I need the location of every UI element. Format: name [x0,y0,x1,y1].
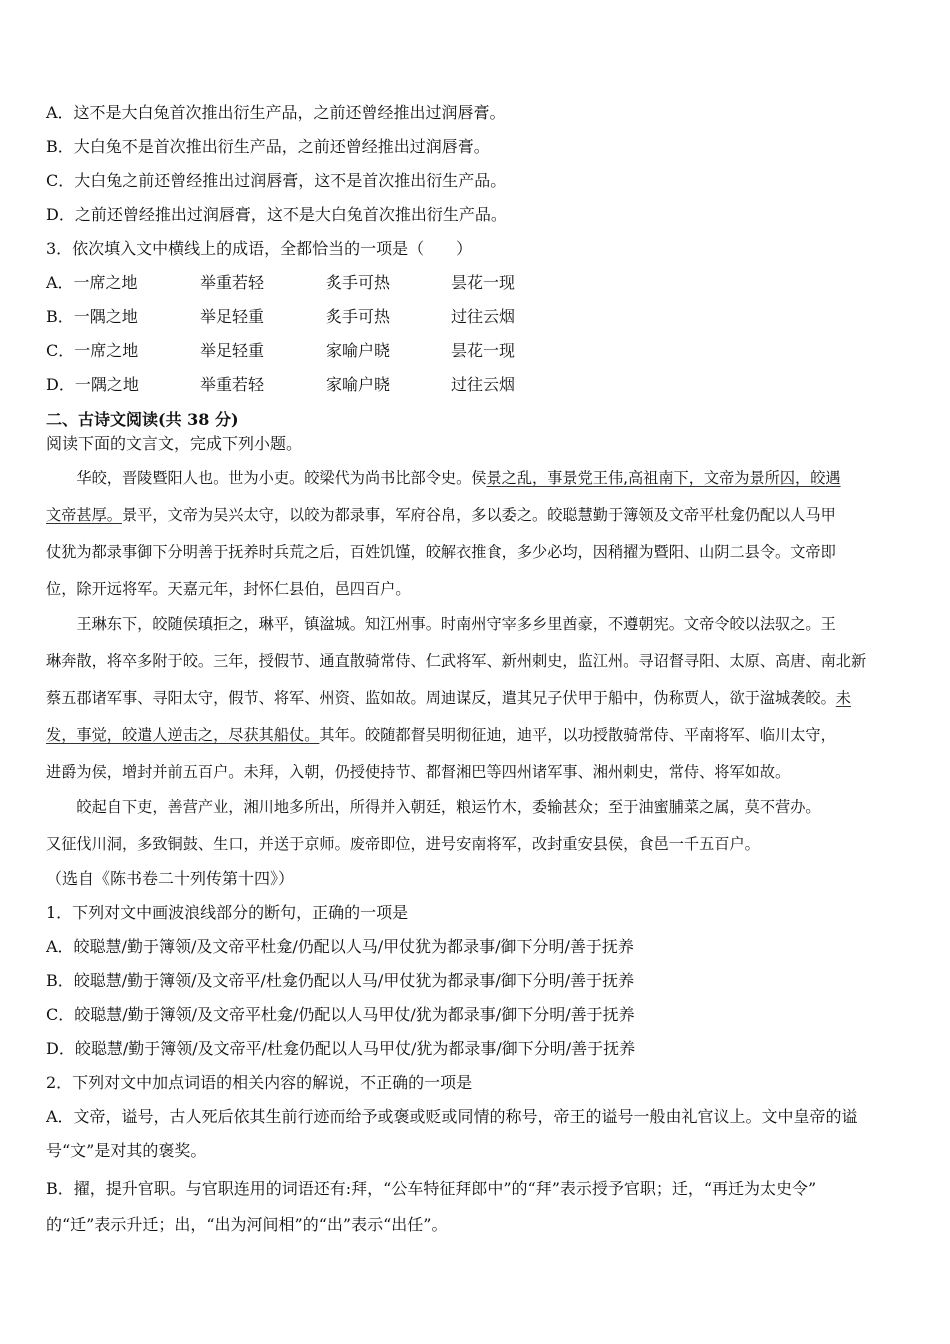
q2-option-b-line1: B．擢，提升官职。与官职连用的词语还有:拜，“公车特征拜郎中”的“拜”表示授予官职；迁，“再迁为太史令” [46,1179,817,1198]
q3-d-2: 举重若轻 [200,375,265,394]
q3-c-2: 举足轻重 [200,341,265,360]
passage-p2-line2: 琳奔散，将卒多附于皎。三年，授假节、通直散骑常侍、仁武将军、新州刺史，监江州。寻诏督寻阳、太原、高唐、南北新 [46,652,867,670]
q3-b-2: 举足轻重 [200,307,265,326]
passage-p1-line4: 位，除开远将军。天嘉元年，封怀仁县伯，邑四百户。 [46,580,411,598]
q3-a-4: 昙花一现 [451,273,516,292]
q3-d-4: 过往云烟 [451,375,516,394]
q3-d-1: D．一隅之地 [46,375,139,394]
wavy-underline-1a: 景之乱，事景党王伟,高祖南下，文帝为景所囚，皎遇 [486,469,841,487]
passage-p1-line2: 文帝甚厚。景平，文帝为吴兴太守，以皎为都录事，军府谷帛，多以委之。皎聪慧勤于簿领及文帝平杜龛仍配以人马甲 [46,506,836,524]
q3-b-4: 过往云烟 [451,307,516,326]
q1-stem: 1．下列对文中画波浪线部分的断句，正确的一项是 [46,903,409,922]
q3-c-4: 昙花一现 [451,341,516,360]
passage-p3-line2: 又征伐川洞，多致铜鼓、生口，并送于京师。废帝即位，进号安南将军，改封重安县侯，食邑一千五百户。 [46,835,760,853]
underline-2a: 未 [835,689,851,707]
q3-stem: 3．依次填入文中横线上的成语，全都恰当的一项是（ ） [46,239,473,258]
passage-source: （选自《陈书卷二十列传第十四》） [46,869,295,888]
wavy-underline-1b: 文帝甚厚。 [46,506,122,524]
q3-b-3: 炙手可热 [326,307,391,326]
q3-a-2: 举重若轻 [200,273,265,292]
q2-option-a: A．这不是大白兔首次推出衍生产品，之前还曾经推出过润唇膏。 [46,103,506,122]
q2-option-b-line2: 的“迁”表示升迁；出，“出为河间相”的“出”表示“出任”。 [46,1215,448,1234]
q2-stem: 2．下列对文中加点词语的相关内容的解说，不正确的一项是 [46,1073,473,1092]
q3-c-1: C．一席之地 [46,341,139,360]
section-intro: 阅读下面的文言文，完成下列小题。 [46,434,303,453]
passage-p3-line1: 皎起自下吏，善营产业，湘川地多所出，所得并入朝廷，粮运竹木，委输甚众；至于油蜜脯菜之属，莫不营办。 [46,798,821,816]
q3-d-3: 家喻户晓 [326,375,391,394]
q2-option-c: C．大白兔之前还曾经推出过润唇膏，这不是首次推出衍生产品。 [46,171,507,190]
underline-2b: 发，事觉，皎遣人逆击之，尽获其船仗。 [46,726,320,744]
q3-b-1: B．一隅之地 [46,307,138,326]
passage-p1-line3: 仗犹为都录事御下分明善于抚养时兵荒之后，百姓饥馑，皎解衣推食，多少必均，因稍擢为暨阳、山阴二县令。文帝即 [46,543,836,561]
passage-p2-line1: 王琳东下，皎随侯瑱拒之，琳平，镇湓城。知江州事。时南州守宰多乡里酋豪，不遵朝宪。文帝令皎以法驭之。王 [46,615,836,633]
passage-p2-line5: 进爵为侯，增封并前五百户。未拜，入朝，仍授使持节、都督湘巴等四州诸军事、湘州刺史，常侍、将军如故。 [46,763,791,781]
q1-option-c: C．皎聪慧/勤于簿领/及文帝平杜龛/仍配以人马甲仗/犹为都录事/御下分明/善于抚养 [46,1005,635,1024]
q3-a-1: A．一席之地 [46,273,138,292]
q3-c-3: 家喻户晓 [326,341,391,360]
q2-option-a-line1: A．文帝，谥号，古人死后依其生前行迹而给予或褒或贬或同情的称号，帝王的谥号一般由礼官议上。文中皇帝的谥 [46,1107,858,1126]
passage-p1-line1: 华皎，晋陵暨阳人也。世为小吏。皎梁代为尚书比部令史。侯景之乱，事景党王伟,高祖南下，文帝为景所囚，皎遇 [46,469,841,487]
q1-option-b: B．皎聪慧/勤于簿领/及文帝平/杜龛仍配以人马/甲仗犹为都录事/御下分明/善于抚养 [46,971,635,990]
q3-a-3: 炙手可热 [326,273,391,292]
q1-option-a: A．皎聪慧/勤于簿领/及文帝平杜龛/仍配以人马/甲仗犹为都录事/御下分明/善于抚养 [46,937,634,956]
q2-option-b: B．大白兔不是首次推出衍生产品，之前还曾经推出过润唇膏。 [46,137,490,156]
q1-option-d: D．皎聪慧/勤于簿领/及文帝平/杜龛仍配以人马甲仗/犹为都录事/御下分明/善于抚养 [46,1039,636,1058]
q2-option-d: D．之前还曾经推出过润唇膏，这不是大白兔首次推出衍生产品。 [46,205,507,224]
passage-p2-line3: 蔡五郡诸军事、寻阳太守，假节、将军、州资、监如故。周迪谋反，遣其兄子伏甲于船中，伪称贾人，欲于湓城袭皎。未 [46,689,851,707]
section-title: 二、古诗文阅读(共 38 分) [46,410,239,429]
q2-option-a-line2: 号“文”是对其的褒奖。 [46,1141,207,1160]
passage-p2-line4: 发，事觉，皎遣人逆击之，尽获其船仗。其年。皎随都督吴明彻征迪，迪平，以功授散骑常侍、平南将军、临川太守， [46,726,836,744]
